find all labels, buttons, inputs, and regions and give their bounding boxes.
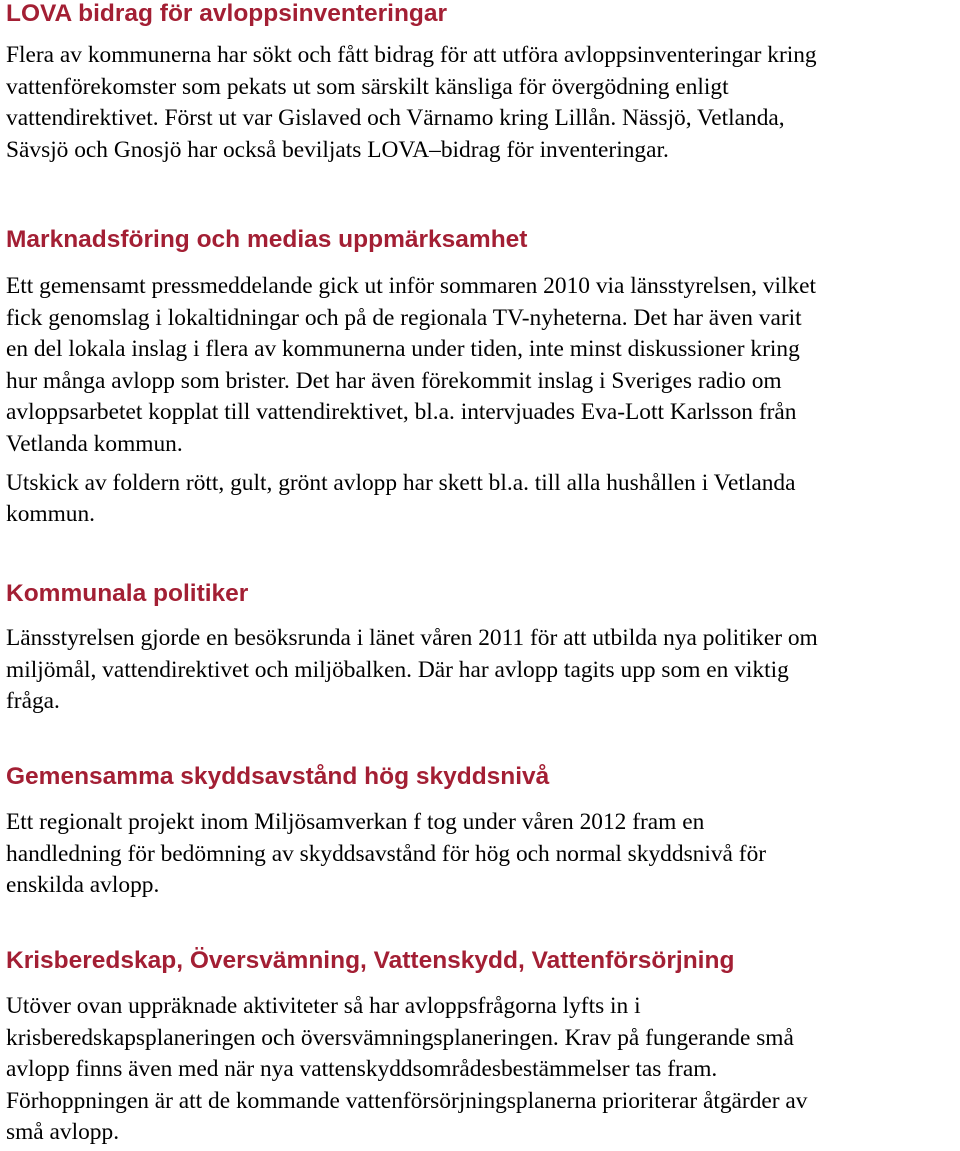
- section-heading: Marknadsföring och medias uppmärksamhet: [6, 226, 528, 253]
- text-line: Flera av kommunerna har sökt och fått bidrag för att utföra avloppsinventeringar kring: [6, 42, 817, 68]
- section-lova-bidrag: [6, 0, 958, 166]
- text-line: handledning för bedömning av skyddsavstånd för hög och normal skyddsnivå för: [6, 840, 767, 867]
- text-line: avloppsarbetet kopplat till vattendirektivet, bl.a. intervjuades Eva-Lott Karlsson från: [6, 399, 797, 426]
- paragraph: [6, 991, 958, 1149]
- text-line: fråga.: [6, 688, 60, 715]
- text-line: enskilda avlopp.: [6, 872, 160, 899]
- paragraph: [6, 623, 958, 718]
- section-marknadsforing: [6, 225, 958, 531]
- section-skyddsavstand: [6, 762, 958, 902]
- text-line: krisberedskapsplaneringen och översvämningsplaneringen. Krav på fungerande små: [6, 1024, 794, 1051]
- text-line: en del lokala inslag i flera av kommunerna under tiden, inte minst diskussioner kring: [6, 336, 800, 363]
- paragraph: [6, 468, 958, 531]
- paragraph: [6, 807, 958, 902]
- text-line: avlopp finns även med när nya vattenskyddsområdesbestämmelser tas fram.: [6, 1056, 718, 1083]
- section-krisberedskap: [6, 946, 958, 1149]
- section-heading: Gemensamma skyddsavstånd hög skyddsnivå: [6, 763, 550, 790]
- text-line: Ett gemensamt pressmeddelande gick ut inför sommaren 2010 via länsstyrelsen, vilket: [6, 273, 817, 299]
- text-line: Utskick av foldern rött, gult, grönt avlopp har skett bl.a. till alla hushållen i Vetlanda: [6, 469, 796, 496]
- text-line: Förhoppningen är att de kommande vattenförsörjningsplanerna prioriterar åtgärder av: [6, 1087, 808, 1114]
- text-line: små avlopp.: [6, 1119, 120, 1146]
- text-line: miljömål, vattendirektivet och miljöbalken. Där har avlopp tagits upp som en viktig: [6, 656, 789, 683]
- section-heading: Kommunala politiker: [6, 580, 249, 607]
- section-heading: Krisberedskap, Översvämning, Vattenskydd, Vattenförsörjning: [6, 947, 735, 974]
- text-line: kommun.: [6, 501, 96, 528]
- text-line: vattendirektivet. Först ut var Gislaved och Värnamo kring Lillån. Nässjö, Vetlanda,: [6, 105, 785, 132]
- text-line: Länsstyrelsen gjorde en besöksrunda i länet våren 2011 för att utbilda nya politiker om: [6, 625, 818, 651]
- text-line: fick genomslag i lokaltidningar och på de regionala TV-nyheterna. Det har även varit: [6, 304, 802, 331]
- text-line: Ett regionalt projekt inom Miljösamverkan f tog under våren 2012 fram en: [6, 809, 705, 835]
- text-line: Vetlanda kommun.: [6, 430, 183, 457]
- text-line: Sävsjö och Gnosjö har också beviljats LOVA–bidrag för inventeringar.: [6, 136, 669, 163]
- text-line: vattenförekomster som pekats ut som särskilt känsliga för övergödning enligt: [6, 73, 729, 100]
- text-line: hur många avlopp som brister. Det har även förekommit inslag i Sveriges radio om: [6, 367, 782, 394]
- section-heading: LOVA bidrag för avloppsinventeringar: [6, 0, 448, 27]
- section-kommunala-politiker: [6, 579, 958, 718]
- paragraph: [6, 271, 958, 461]
- paragraph: [6, 40, 958, 166]
- text-line: Utöver ovan uppräknade aktiviteter så har avloppsfrågorna lyfts in i: [6, 993, 641, 1019]
